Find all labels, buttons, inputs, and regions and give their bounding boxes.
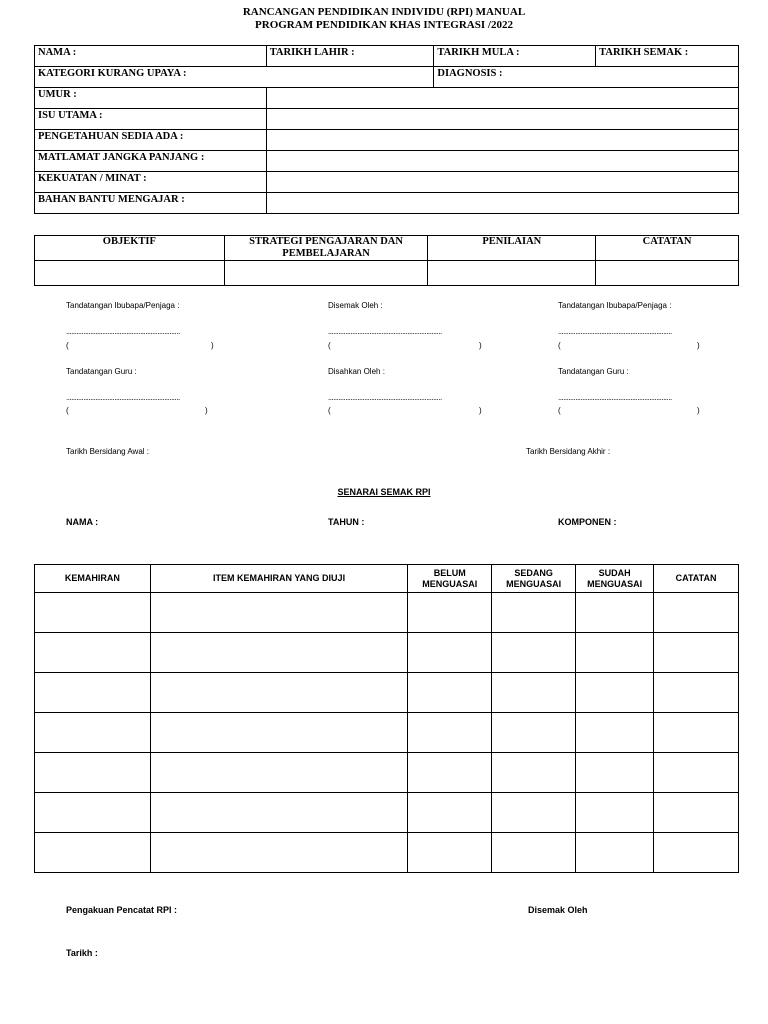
strategi-header: STRATEGI PENGAJARAN DAN PEMBELAJARAN	[224, 236, 428, 261]
table-row	[35, 713, 739, 753]
table-cell[interactable]	[408, 673, 492, 713]
isu-field[interactable]	[266, 109, 738, 130]
table-row	[35, 593, 739, 633]
checklist-tahun-label: TAHUN :	[328, 517, 365, 527]
table-cell[interactable]	[408, 793, 492, 833]
penilaian-cell[interactable]	[428, 261, 596, 286]
table-cell[interactable]	[654, 593, 739, 633]
penilaian-header: PENILAIAN	[428, 236, 596, 261]
table-row	[35, 633, 739, 673]
table-row	[35, 673, 739, 713]
close-paren: )	[697, 341, 700, 350]
diagnosis-field[interactable]: DIAGNOSIS :	[434, 67, 739, 88]
table-cell[interactable]	[576, 713, 654, 753]
table-cell[interactable]	[408, 833, 492, 873]
table-cell[interactable]	[150, 633, 407, 673]
strategi-cell[interactable]	[224, 261, 428, 286]
table-cell[interactable]	[35, 793, 151, 833]
close-paren: )	[479, 406, 482, 415]
table-cell[interactable]	[35, 593, 151, 633]
student-info-table	[34, 45, 739, 214]
table-cell[interactable]	[35, 713, 151, 753]
teacher-signature-label-2: Tandatangan Guru :	[558, 367, 629, 376]
teacher-signature-label: Tandatangan Guru :	[66, 367, 137, 376]
checklist-table	[34, 564, 739, 873]
table-cell[interactable]	[150, 833, 407, 873]
open-paren: (	[558, 406, 561, 415]
close-paren: )	[211, 341, 214, 350]
umur-field[interactable]	[266, 88, 738, 109]
table-cell[interactable]	[150, 793, 407, 833]
table-cell[interactable]	[492, 713, 576, 753]
table-cell[interactable]	[35, 833, 151, 873]
table-row	[35, 833, 739, 873]
sedang-menguasai-header: SEDANG MENGUASAI	[492, 565, 576, 593]
kategori-field[interactable]: KATEGORI KURANG UPAYA :	[35, 67, 434, 88]
table-cell[interactable]	[150, 713, 407, 753]
document-title-line-2: PROGRAM PENDIDIKAN KHAS INTEGRASI /2022	[255, 19, 513, 31]
objektif-cell[interactable]	[35, 261, 225, 286]
kekuatan-label: KEKUATAN / MINAT :	[35, 172, 267, 193]
table-cell[interactable]	[408, 633, 492, 673]
checklist-nama-label: NAMA :	[66, 517, 99, 527]
table-cell[interactable]	[654, 633, 739, 673]
matlamat-label: MATLAMAT JANGKA PANJANG :	[35, 151, 267, 172]
catatan-header: CATATAN	[596, 236, 739, 261]
table-cell[interactable]	[35, 673, 151, 713]
footer-checked-by-label: Disemak Oleh	[528, 905, 588, 915]
recorder-acknowledgement-label: Pengakuan Pencatat RPI :	[66, 905, 178, 915]
pengetahuan-field[interactable]	[266, 130, 738, 151]
teacher-signature-line[interactable]: ..................................................................	[66, 393, 180, 402]
tarikh-lahir-field[interactable]: TARIKH LAHIR :	[266, 46, 434, 67]
tarikh-mula-field[interactable]: TARIKH MULA :	[434, 46, 596, 67]
objective-table	[34, 235, 739, 286]
open-paren: (	[328, 341, 331, 350]
table-cell[interactable]	[150, 593, 407, 633]
parent-signature-line[interactable]: ..................................................................	[66, 327, 180, 336]
parent-signature-line-2[interactable]: ..................................................................	[558, 327, 672, 336]
table-cell[interactable]	[576, 673, 654, 713]
open-paren: (	[558, 341, 561, 350]
parent-signature-label: Tandatangan Ibubapa/Penjaga :	[66, 301, 180, 310]
matlamat-field[interactable]	[266, 151, 738, 172]
open-paren: (	[66, 341, 69, 350]
table-cell[interactable]	[492, 753, 576, 793]
table-cell[interactable]	[492, 793, 576, 833]
table-cell[interactable]	[492, 633, 576, 673]
table-cell[interactable]	[492, 673, 576, 713]
checklist-heading: SENARAI SEMAK RPI	[337, 487, 431, 497]
close-paren: )	[479, 341, 482, 350]
approved-by-label: Disahkan Oleh :	[328, 367, 385, 376]
close-paren: )	[697, 406, 700, 415]
table-cell[interactable]	[150, 673, 407, 713]
table-cell[interactable]	[654, 793, 739, 833]
table-cell[interactable]	[576, 793, 654, 833]
bahan-label: BAHAN BANTU MENGAJAR :	[35, 193, 267, 214]
table-cell[interactable]	[654, 753, 739, 793]
table-cell[interactable]	[576, 593, 654, 633]
kemahiran-header: KEMAHIRAN	[35, 565, 151, 593]
table-cell[interactable]	[35, 753, 151, 793]
checked-by-label: Disemak Oleh :	[328, 301, 383, 310]
sudah-menguasai-header: SUDAH MENGUASAI	[576, 565, 654, 593]
table-cell[interactable]	[150, 753, 407, 793]
table-row	[35, 753, 739, 793]
table-cell[interactable]	[492, 833, 576, 873]
kekuatan-field[interactable]	[266, 172, 738, 193]
bahan-field[interactable]	[266, 193, 738, 214]
table-cell[interactable]	[408, 713, 492, 753]
catatan-header: CATATAN	[654, 565, 739, 593]
table-cell[interactable]	[654, 713, 739, 753]
teacher-signature-line-2[interactable]: ..................................................................	[558, 393, 672, 402]
open-paren: (	[328, 406, 331, 415]
table-cell[interactable]	[35, 633, 151, 673]
item-kemahiran-header: ITEM KEMAHIRAN YANG DIUJI	[150, 565, 407, 593]
table-cell[interactable]	[654, 673, 739, 713]
table-row	[35, 793, 739, 833]
table-cell[interactable]	[576, 833, 654, 873]
checklist-komponen-label: KOMPONEN :	[558, 517, 617, 527]
nama-field[interactable]: NAMA :	[35, 46, 267, 67]
meeting-start-date-label: Tarikh Bersidang Awal :	[66, 447, 150, 456]
document-title-line-1: RANCANGAN PENDIDIKAN INDIVIDU (RPI) MANUAL	[242, 6, 526, 18]
table-cell[interactable]	[576, 753, 654, 793]
checked-by-line[interactable]: ..................................................................	[328, 327, 442, 336]
parent-signature-label-2: Tandatangan Ibubapa/Penjaga :	[558, 301, 672, 310]
objektif-header: OBJEKTIF	[35, 236, 225, 261]
table-cell[interactable]	[492, 593, 576, 633]
umur-label: UMUR :	[35, 88, 267, 109]
close-paren: )	[205, 406, 208, 415]
catatan-cell[interactable]	[596, 261, 739, 286]
isu-label: ISU UTAMA :	[35, 109, 267, 130]
belum-menguasai-header: BELUM MENGUASAI	[408, 565, 492, 593]
open-paren: (	[66, 406, 69, 415]
table-cell[interactable]	[408, 593, 492, 633]
tarikh-semak-field[interactable]: TARIKH SEMAK :	[596, 46, 739, 67]
meeting-end-date-label: Tarikh Bersidang Akhir :	[526, 447, 611, 456]
footer-date-label: Tarikh :	[66, 948, 98, 958]
table-cell[interactable]	[654, 833, 739, 873]
pengetahuan-label: PENGETAHUAN SEDIA ADA :	[35, 130, 267, 151]
table-cell[interactable]	[576, 633, 654, 673]
approved-by-line[interactable]: ..................................................................	[328, 393, 442, 402]
table-cell[interactable]	[408, 753, 492, 793]
